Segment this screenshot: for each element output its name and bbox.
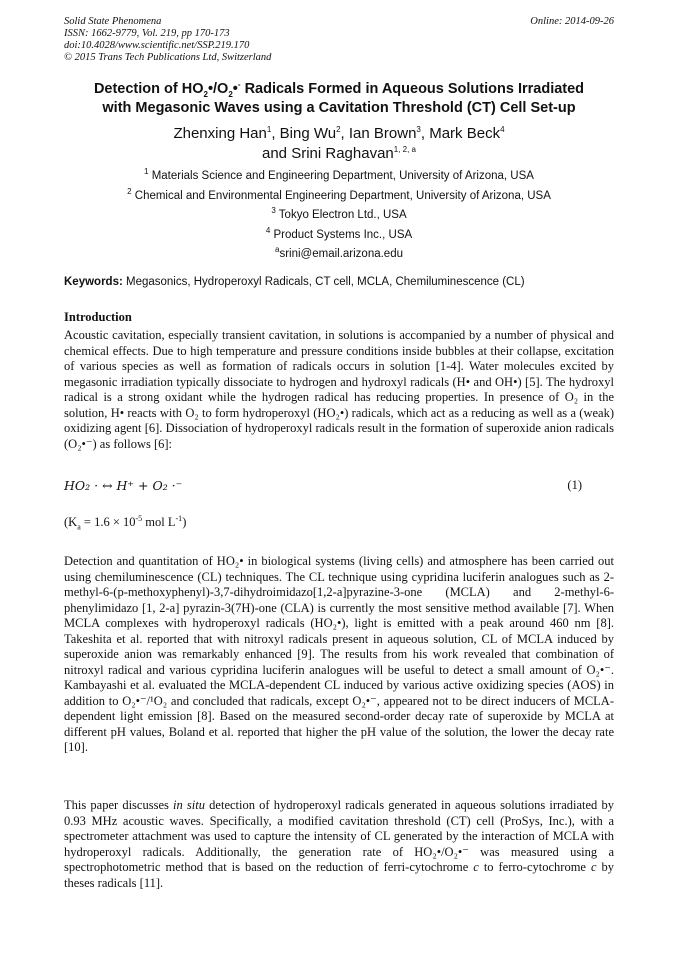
author-affiliation-mark: 1 (266, 125, 272, 134)
journal-info (64, 16, 271, 64)
keywords-label: Keywords: (64, 276, 123, 288)
journal-doi[interactable]: doi:10.4028/www.scientific.net/SSP.219.170 (64, 40, 250, 51)
affiliation-item: $^4$ Product Systems Inc., USA (265, 225, 413, 241)
author-name: Zhenxing Han (173, 125, 267, 142)
equation-text: HO₂ · ↔ H⁺ + O₂ ·⁻ (64, 478, 183, 493)
affiliation-item: $^2$ Chemical and Environmental Engineering Department, University of Arizona, USA (127, 186, 551, 202)
equation-number: (1) (567, 478, 582, 492)
authors-line-1: Zhenxing Han$^1$, Bing Wu$^2$, Ian Brown$^3$, Mark Beck$^4$ (173, 125, 505, 142)
paragraph-3: This paper discusses in situ detection of hydroperoxyl radicals generated in aqueous solutions irradiated by 0.93 MHz acoustic waves. Specifically, a modified cavitation threshold (CT) cell (ProSys, Inc.), with a spectrometer attachment was used to capture the intensity of CL generated by the interaction of MCLA with hydroperoxyl radicals. Additionally, the generation rate of HO₂•/O₂•⁻ was measured using a spectrophotometric method that is based on the reduction of ferri-cytochrome c to ferro-cytochrome c by theses radicals [11]. (64, 798, 614, 890)
author-name: Ian Brown (348, 125, 417, 142)
keywords (64, 275, 614, 290)
online-date: Online: 2014-09-26 (530, 16, 614, 27)
paragraph-2: Detection and quantitation of HO₂• in biological systems (living cells) and atmosphere has been carried out using chemiluminescence (CL) techniques. The CL technique using cypridina luciferin analogues such as 2-methyl-6-(p-methoxyphenyl)-3,7-dihydroimidazo[1,2-a]pyrazine-3-one (MCLA) and 2-methyl-6-phenylimidazo [1, 2-a] pyrazin-3(7H)-one (CLA) is currently the most sensitive method available [7]. When MCLA complexes with hydroperoxyl radicals (HO₂•), light is emitted with a peak around 460 nm [8]. Takeshita et al. reported that with nitroxyl radicals present in aqueous solution, CL of MCLA induced by superoxide anion was remarkably enhanced [9]. The results from his work revealed that combination of nitroxyl radical and various cypridina luciferin analogues will be useful to detect a small amount of O₂•⁻. Kambayashi et al. evaluated the MCLA-dependent CL induced by various active oxidizing species (AOS) in addition to O₂•⁻/¹O₂ and concluded that radicals, except O₂•⁻, appeared not to be direct inducers of MCLA-dependent light emission [8]. Based on the measured second-order decay rate of superoxide by MCLA at different pH values, Boland et al. reported that higher the pH value of the solution, the lower the decay rate [10]. (64, 554, 614, 754)
title-line-1: Detection of $HO_2•/O_2•^-$ Radicals Formed in Aqueous Solutions Irradiated (93, 80, 585, 99)
paper-title (50, 80, 628, 118)
author-name: Bing Wu (279, 125, 337, 142)
dissociation-constant: ($K_a = 1.6 \times 10^{-5}$ mol $L^{-1}$) (64, 513, 187, 532)
affiliation-item: $^3$ Tokyo Electron Ltd., USA (271, 206, 407, 221)
title-line-2: with Megasonic Waves using a Cavitation Threshold (CT) Cell Set-up (102, 100, 576, 116)
section-heading: Introduction (64, 310, 132, 324)
paragraph-1: Acoustic cavitation, especially transient cavitation, in solutions is accompanied by a number of physical and chemical effects. Due to high temperature and pressure conditions inside bubbles at their collapse, excitation of various species as well as formation of radicals occurs in solution [1-4]. Water molecules excited by megasonic irradiation typically dissociate to hydrogen and hydroxyl radicals (H• and OH•) [5]. The hydroxyl radical is a strong oxidant while the hydrogen radical has reducing properties. In presence of O₂ in the solution, H• reacts with O₂ to form hydroperoxyl (HO₂•) radicals, which act as a reducing as well as a (weak) oxidizing agent [6]. Dissociation of hydroperoxyl radicals result in the formation of superoxide anion radicals (O₂•⁻) as follows [6]: (64, 328, 614, 451)
journal-issn: ISSN: 1662-9779, Vol. 219, pp 170-173 (64, 28, 230, 39)
author-affiliation-mark: 2 (336, 125, 341, 134)
affiliation-item: $^1$ Materials Science and Engineering Department, University of Arizona, USA (144, 167, 534, 182)
affiliation-list (50, 167, 628, 265)
author-list (50, 124, 628, 164)
running-header (64, 16, 614, 64)
author-name: Srini Raghavan (291, 145, 394, 162)
author-affiliation-mark: 3 (416, 125, 421, 134)
keywords-text: Megasonics, Hydroperoxyl Radicals, CT cell, MCLA, Chemiluminescence (CL) (122, 276, 525, 288)
journal-copyright: © 2015 Trans Tech Publications Ltd, Switzerland (64, 52, 272, 63)
author-name: Mark Beck (429, 125, 501, 142)
corresponding-email[interactable]: $^a$srini@email.arizona.edu (275, 245, 403, 260)
equation-1 (64, 478, 614, 493)
journal-name: Solid State Phenomena (64, 16, 162, 27)
authors-line-2: and Srini Raghavan$^{1, 2, a}$ (261, 145, 416, 162)
author-affiliation-mark: 1, 2, a (393, 145, 416, 154)
author-affiliation-mark: 4 (500, 125, 505, 134)
